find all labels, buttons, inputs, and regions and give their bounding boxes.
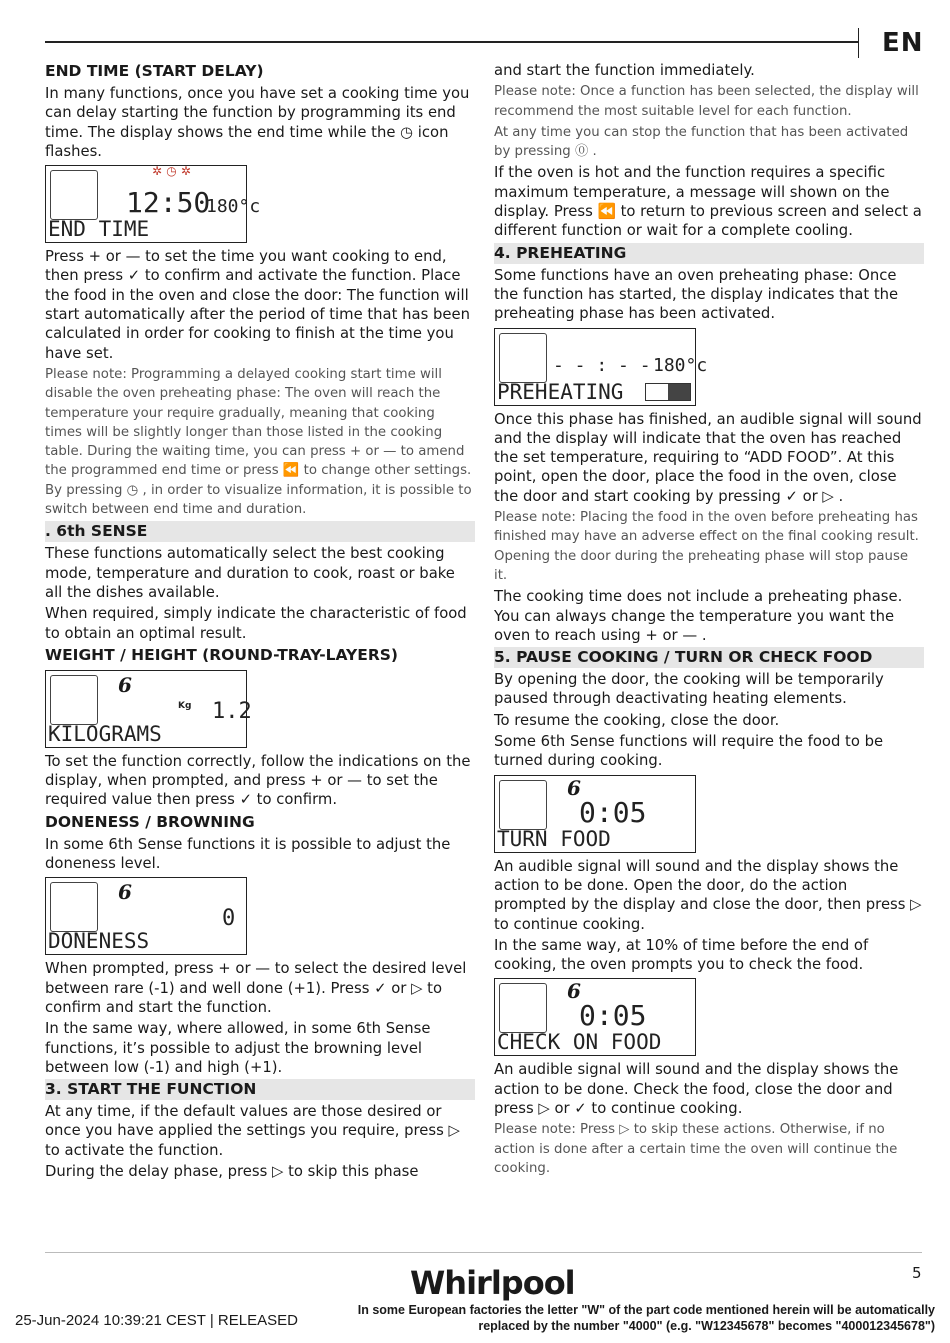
sixth-sense-heading: . 6th SENSE bbox=[45, 521, 475, 542]
display-label: END TIME bbox=[48, 217, 150, 242]
display-bracket bbox=[499, 333, 547, 383]
start-function-heading: 3. START THE FUNCTION bbox=[45, 1079, 475, 1100]
start-function-p4: If the oven is hot and the function requires a specific maximum temperature, a message will shown on the display. Press ⏪ to return to previous screen and select a different function or wait for a complete cooling. bbox=[494, 164, 922, 240]
start-function-p1: At any time, if the default values are those desired or once you have applied the settings you require, press ▷ to activate the function. bbox=[45, 1103, 460, 1159]
weight-heading: WEIGHT / HEIGHT (ROUND-TRAY-LAYERS) bbox=[45, 645, 399, 664]
display-label: DONENESS bbox=[48, 929, 150, 954]
preheating-p3: The cooking time does not include a preheating phase. You can always change the temperature you want the oven to reach using + or — . bbox=[494, 588, 903, 644]
disclaimer-line-1: In some European factories the letter "W" of the part code mentioned herein will be automatically bbox=[357, 1303, 935, 1317]
display-bracket bbox=[50, 882, 98, 932]
pause-p5: In the same way, at 10% of time before the end of cooking, the oven prompts you to check the food. bbox=[494, 936, 869, 974]
language-label: EN bbox=[882, 28, 924, 58]
pause-p3: Some 6th Sense functions will require the food to be turned during cooking. bbox=[494, 733, 884, 770]
pause-p2: To resume the cooking, close the door. bbox=[494, 711, 780, 729]
preheating-note: Please note: Placing the food in the oven before preheating has finished may have an adverse effect on the final cooking result. Opening the door during the preheating phase will stop pause it. bbox=[494, 510, 919, 583]
sixth-sense-p2: When required, simply indicate the characteristic of food to obtain an optimal result. bbox=[45, 605, 467, 642]
end-time-intro: In many functions, once you have set a cooking time you can delay starting the function by programming its end time. The display shows the end time while the ◷ icon flashes. bbox=[45, 85, 470, 160]
kg-icon: Kg bbox=[178, 700, 192, 711]
display-bracket bbox=[499, 780, 547, 830]
sixth-sense-icon: 6 bbox=[118, 672, 132, 697]
display-bracket bbox=[499, 983, 547, 1033]
flash-clock-icon: ✲ ◷ ✲ bbox=[152, 164, 191, 179]
display-kilograms bbox=[45, 670, 252, 748]
display-label: KILOGRAMS bbox=[48, 721, 162, 746]
sixth-sense-p1: These functions automatically select the best cooking mode, temperature and duration to cook, roast or bake all the dishes available. bbox=[45, 545, 455, 601]
display-check-food bbox=[494, 978, 696, 1056]
doneness-p3: In the same way, where allowed, in some 6th Sense functions, it’s possible to adjust the browning level between low (-1) and high (+1). bbox=[45, 1020, 431, 1076]
pause-note: Please note: Press ▷ to skip these actions. Otherwise, if no action is done after a certain time the oven will continue the cooking. bbox=[494, 1122, 898, 1176]
whirlpool-logo: Whirlpool bbox=[410, 1264, 575, 1302]
start-function-p2: During the delay phase, press ▷ to skip this phase bbox=[45, 1162, 419, 1180]
sixth-sense-icon: 6 bbox=[567, 979, 581, 1004]
display-time: 12:50 bbox=[126, 186, 211, 220]
display-label: TURN FOOD bbox=[497, 826, 611, 851]
header-rule-end bbox=[858, 28, 859, 58]
disclaimer-line-2: replaced by the number "4000" (e.g. "W12345678" becomes "400012345678") bbox=[478, 1319, 935, 1333]
sixth-sense-icon: 6 bbox=[567, 775, 581, 800]
display-time: 0:05 bbox=[579, 795, 647, 829]
display-preheating bbox=[494, 328, 708, 406]
pause-p6: An audible signal will sound and the display shows the action to be done. Check the food, close the door and press ▷ or ✓ to continue cooking. bbox=[494, 1061, 899, 1117]
display-end-time bbox=[45, 164, 261, 243]
pause-p4: An audible signal will sound and the display shows the action to be done. Open the door, do the action prompted by the display and close the door, then press ▷ to continue cooking. bbox=[494, 857, 922, 933]
start-function-note1: Please note: Once a function has been selected, the display will recommend the most suitable level for each function. bbox=[494, 84, 919, 119]
display-label: CHECK ON FOOD bbox=[497, 1030, 662, 1055]
preheating-p1: Some functions have an oven preheating phase: Once the function has started, the display indicates that the preheating phase has been activated. bbox=[494, 266, 899, 323]
display-time: 0:05 bbox=[579, 999, 647, 1033]
header-rule bbox=[45, 41, 858, 43]
pause-p1: By opening the door, the cooking will be temporarily paused through deactivating heating elements. bbox=[494, 671, 884, 708]
display-turn-food bbox=[494, 775, 696, 853]
footer-rule bbox=[45, 1252, 922, 1253]
display-value: 0 bbox=[222, 906, 236, 932]
doneness-p2: When prompted, press + or — to select the desired level between rare (-1) and well done (+1). Press ✓ or ▷ to confirm and start the function. bbox=[45, 960, 467, 1016]
progress-bar bbox=[645, 383, 691, 401]
display-time: - - : - - bbox=[553, 354, 651, 376]
doneness-p1: In some 6th Sense functions it is possible to adjust the doneness level. bbox=[45, 835, 451, 873]
release-stamp: 25-Jun-2024 10:39:21 CEST | RELEASED bbox=[15, 1312, 298, 1329]
page-number: 5 bbox=[912, 1264, 922, 1282]
pause-heading: 5. PAUSE COOKING / TURN OR CHECK FOOD bbox=[494, 647, 924, 668]
display-temp: 180°c bbox=[206, 196, 261, 218]
display-value: 1.2 bbox=[212, 698, 252, 724]
part-code-disclaimer bbox=[330, 1302, 935, 1334]
weight-instructions: To set the function correctly, follow the indications on the display, when prompted, and press + or — to set the required value then press ✓ to confirm. bbox=[45, 752, 471, 809]
display-bracket bbox=[50, 675, 98, 725]
end-time-heading: END TIME (START DELAY) bbox=[45, 62, 264, 80]
preheating-p2: Once this phase has finished, an audible signal will sound and the display will indicate that the oven has reached the set temperature, requiring to “ADD FOOD”. At this point, open the door, place the food in the oven, close the door and start cooking by pressing ✓ or ▷ . bbox=[494, 410, 922, 505]
doneness-heading: DONENESS / BROWNING bbox=[45, 812, 255, 831]
preheating-heading: 4. PREHEATING bbox=[494, 243, 924, 264]
sixth-sense-icon: 6 bbox=[118, 880, 132, 905]
display-bracket bbox=[50, 170, 98, 220]
start-function-note2: At any time you can stop the function that has been activated by pressing ⓪ . bbox=[494, 124, 909, 160]
left-column bbox=[45, 61, 475, 1183]
display-temp: 180°c bbox=[653, 354, 708, 376]
end-time-note: Please note: Programming a delayed cooking start time will disable the oven preheating phase: The oven will reach the temperature your require gradually, meaning that cooking times will be slightly longer than those listed in the cooking table. During the waiting time, you can press + or — to amend the programmed end time or press ⏪ to change other settings. By pressing ◷ , in order to visualize information, it is possible to switch between end time and duration. bbox=[45, 366, 472, 518]
display-label: PREHEATING bbox=[497, 379, 624, 404]
display-doneness bbox=[45, 877, 247, 955]
right-column bbox=[494, 61, 924, 1180]
start-function-p3: and start the function immediately. bbox=[494, 62, 755, 79]
end-time-instructions: Press + or — to set the time you want cooking to end, then press ✓ to confirm and activate the function. Place the food in the oven and close the door: The function will start automatically after the period of time that has been calculated in order for cooking to finish at the time you have set. bbox=[45, 248, 470, 362]
